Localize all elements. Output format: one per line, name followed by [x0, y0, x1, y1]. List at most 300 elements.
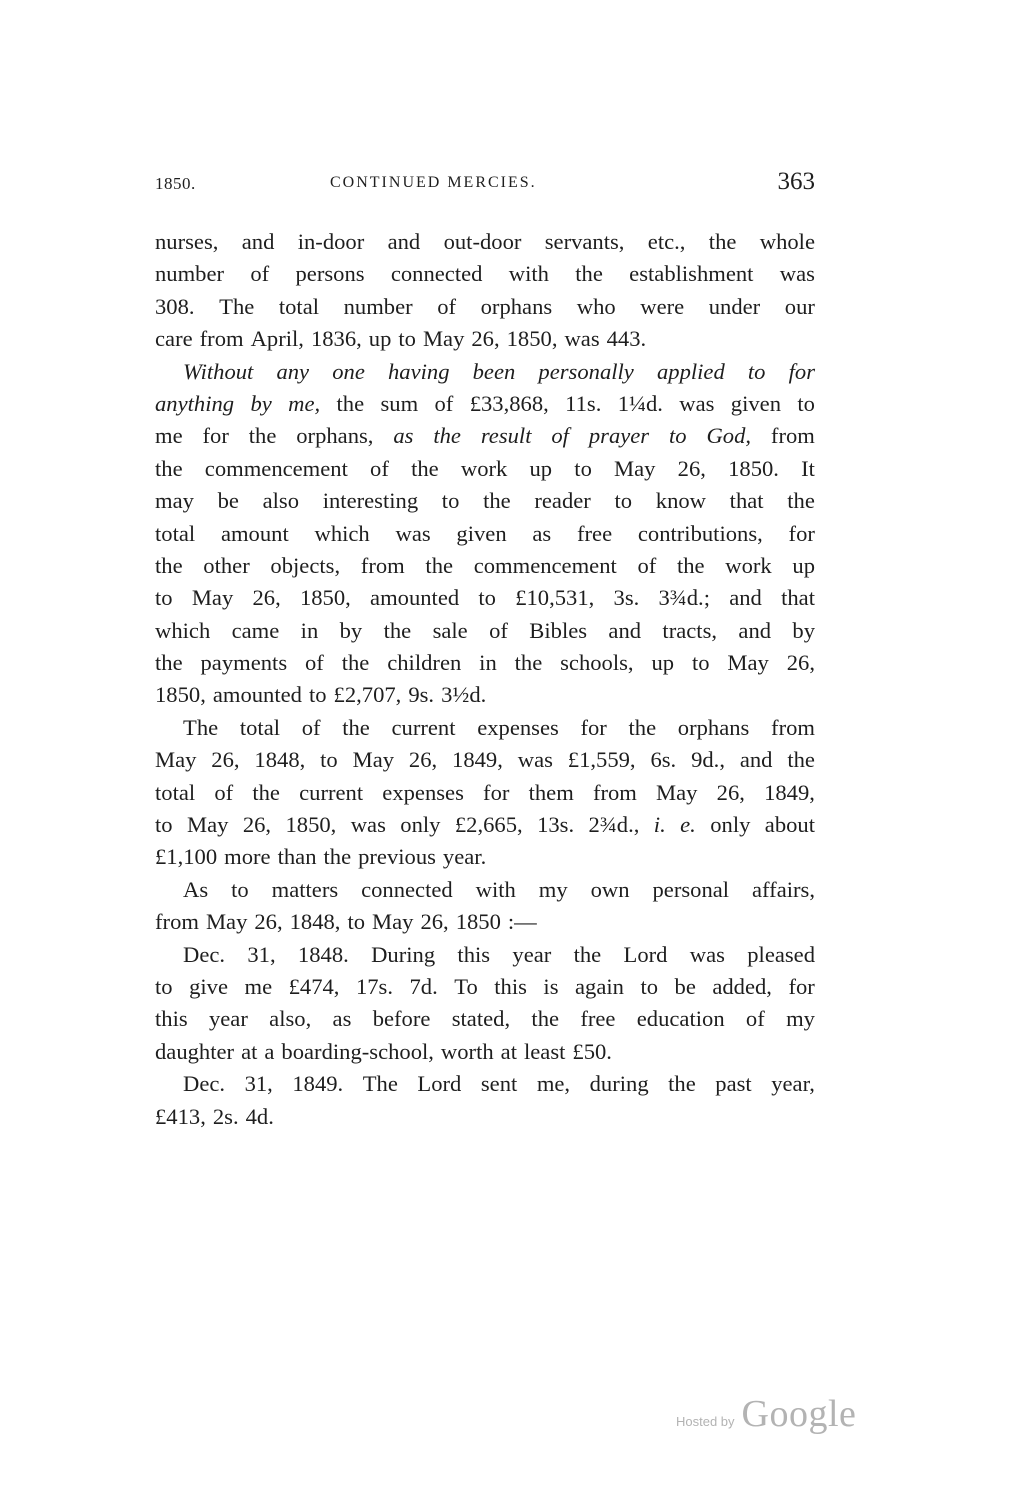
word: amounted	[212, 682, 302, 708]
word: than	[277, 844, 317, 870]
text-line	[155, 615, 815, 647]
word: of	[370, 455, 389, 481]
word: daughter	[155, 1038, 235, 1064]
word: to	[668, 423, 687, 449]
word: up	[529, 455, 553, 481]
word: any	[276, 358, 310, 384]
word: May	[186, 812, 229, 838]
word: from	[770, 423, 815, 449]
word: £50.	[572, 1038, 612, 1064]
word: up	[368, 326, 392, 352]
word: of	[489, 617, 508, 643]
word: and	[387, 229, 421, 254]
word: me,	[288, 390, 321, 416]
word: 9d.,	[691, 747, 725, 773]
word: 1836,	[310, 326, 362, 352]
word: also	[262, 488, 300, 514]
text-line	[155, 939, 815, 971]
word: 2¾d.,	[588, 812, 640, 838]
hosted-by-label: Hosted by	[676, 1414, 735, 1429]
word: May	[155, 747, 197, 773]
word: the	[336, 390, 365, 416]
word: commencement	[473, 552, 617, 578]
word: were	[640, 293, 685, 319]
running-header-year: 1850.	[155, 174, 196, 193]
word: £33,868,	[469, 390, 549, 416]
word: by	[792, 617, 815, 643]
page-number: 363	[777, 168, 815, 195]
word: total	[239, 714, 280, 740]
word: :—	[507, 909, 537, 935]
word: in-door	[297, 229, 365, 254]
word: to	[441, 488, 460, 514]
word: the	[483, 488, 511, 514]
hosted-by-google-watermark	[676, 1392, 886, 1442]
word: them	[528, 779, 574, 805]
text-line	[155, 291, 815, 323]
word: 1849,	[452, 747, 503, 773]
word: the	[575, 261, 603, 287]
text-line	[155, 744, 815, 776]
word: connected	[361, 876, 453, 902]
word: May	[614, 455, 656, 481]
text-line	[155, 906, 815, 938]
word: past	[715, 1071, 752, 1097]
word: as	[532, 520, 552, 546]
text-line	[155, 971, 815, 1003]
word: only	[710, 812, 751, 838]
text-line	[155, 582, 815, 614]
word: to	[320, 747, 338, 773]
word: the	[425, 552, 454, 578]
word: 1848,	[254, 747, 306, 773]
word: result	[480, 423, 532, 449]
word: i.	[653, 812, 666, 838]
text-line	[155, 679, 815, 711]
word: our	[784, 293, 815, 319]
word: pleased	[747, 941, 815, 967]
word: for	[483, 779, 510, 805]
word: this	[494, 973, 527, 999]
word: children	[387, 650, 462, 676]
word: know	[655, 488, 706, 514]
word: about	[764, 812, 815, 838]
word: 443.	[606, 326, 647, 352]
word: £1,100	[155, 844, 218, 870]
text-line	[155, 226, 815, 258]
word: 26,	[471, 326, 500, 352]
word: £474,	[288, 973, 340, 999]
word: the	[668, 1071, 696, 1097]
word: out-door	[443, 229, 522, 254]
word: the	[676, 552, 705, 578]
word: year	[512, 941, 552, 967]
text-line	[155, 777, 815, 809]
text-line	[155, 550, 815, 582]
word: The	[219, 293, 255, 319]
word: Bibles	[529, 617, 588, 643]
word: the	[514, 650, 543, 676]
word: by	[339, 617, 363, 643]
word: boarding-school,	[281, 1038, 434, 1064]
word: as	[332, 1006, 352, 1032]
word: number	[343, 293, 413, 319]
word: work	[460, 455, 508, 481]
word: of	[305, 650, 324, 676]
word: May	[205, 909, 248, 935]
text-line	[155, 518, 815, 550]
word: April,	[250, 326, 304, 352]
word: servants,	[544, 229, 625, 254]
google-logo: Google	[741, 1393, 857, 1435]
running-header	[155, 168, 815, 198]
word: having	[387, 358, 450, 384]
word: 4d.	[245, 1103, 274, 1129]
text-line	[155, 356, 815, 388]
word: 26,	[420, 909, 449, 935]
word: added,	[712, 973, 772, 999]
word: sum	[380, 390, 419, 416]
word: The	[362, 1071, 398, 1097]
word: my	[786, 1006, 815, 1032]
word: of	[437, 293, 457, 319]
word: to	[747, 358, 766, 384]
word: to	[155, 812, 173, 838]
word: 1¼d.	[617, 390, 663, 416]
word: was	[395, 520, 431, 546]
running-header-title: CONTINUED MERCIES.	[330, 174, 537, 191]
word: sale	[432, 617, 468, 643]
word: total	[155, 779, 196, 805]
word: be	[217, 488, 239, 514]
word: 26,	[211, 747, 240, 773]
word: in	[479, 650, 497, 676]
word: was	[350, 812, 386, 838]
word: the	[708, 229, 737, 254]
word: given	[456, 520, 507, 546]
word: me	[244, 973, 273, 999]
word: Lord	[417, 1071, 462, 1097]
word: 3¾d.;	[658, 585, 710, 611]
word: 17s.	[355, 973, 393, 999]
word: 31,	[244, 1071, 273, 1097]
word: which	[314, 520, 370, 546]
word: me,	[536, 1071, 571, 1097]
word: of	[434, 390, 454, 416]
word: 1850,	[506, 326, 558, 352]
word: which	[155, 617, 211, 643]
word: nurses,	[155, 229, 219, 254]
word: 1850,	[155, 682, 206, 708]
word: 1849.	[292, 1071, 344, 1097]
word: was	[679, 390, 715, 416]
word: was	[517, 747, 553, 773]
word: with	[508, 261, 549, 287]
word: to	[308, 682, 327, 708]
word: During	[371, 941, 436, 967]
word: 26,	[408, 747, 438, 773]
word: May	[422, 326, 465, 352]
word: 1850,	[299, 585, 351, 611]
word: 7d.	[409, 973, 438, 999]
word: 26,	[786, 650, 815, 676]
word: amounted	[370, 585, 460, 611]
word: the	[341, 650, 370, 676]
word: matters	[271, 876, 339, 902]
word: up	[651, 650, 675, 676]
word: The	[183, 714, 219, 740]
word: £413,	[155, 1103, 206, 1129]
word: me	[155, 423, 183, 449]
word: free	[580, 1006, 616, 1032]
word: that	[781, 585, 815, 611]
word: worth	[440, 1038, 494, 1064]
word: £2,707,	[333, 682, 402, 708]
word: also,	[269, 1006, 312, 1032]
word: personally	[538, 358, 634, 384]
word: 2s.	[212, 1103, 239, 1129]
word: the	[323, 844, 352, 870]
word: persons	[295, 261, 365, 287]
word: for	[788, 358, 815, 384]
word: and	[241, 229, 275, 254]
word: least	[523, 1038, 566, 1064]
word: stated,	[451, 1006, 511, 1032]
text-line	[155, 1101, 815, 1133]
word: the	[342, 714, 370, 740]
word: the	[155, 455, 183, 481]
word: to	[797, 390, 815, 416]
text-line	[155, 841, 815, 873]
text-line	[155, 809, 815, 841]
word: other	[203, 552, 250, 578]
word: was	[779, 261, 815, 287]
word: objects,	[270, 552, 341, 578]
word: and	[739, 747, 773, 773]
word: the	[411, 455, 439, 481]
word: orphans,	[296, 423, 374, 449]
word: £2,665,	[454, 812, 523, 838]
word: work	[725, 552, 772, 578]
word: It	[801, 455, 815, 481]
word: 26,	[677, 455, 706, 481]
word: to	[478, 585, 496, 611]
word: payments	[200, 650, 288, 676]
text-line	[155, 453, 815, 485]
word: in	[300, 617, 319, 643]
text-line	[155, 712, 815, 744]
text-line	[155, 258, 815, 290]
word: 13s.	[537, 812, 575, 838]
word: May	[656, 779, 698, 805]
word: e.	[680, 812, 696, 838]
word: to	[155, 973, 173, 999]
word: to	[691, 650, 710, 676]
word: for	[788, 520, 815, 546]
word: contributions,	[637, 520, 763, 546]
text-line	[155, 1036, 815, 1068]
word: To	[454, 973, 478, 999]
word: affairs,	[752, 876, 815, 902]
word: who	[576, 293, 616, 319]
word: number	[155, 261, 225, 287]
word: Dec.	[183, 1071, 226, 1097]
word: came	[231, 617, 280, 643]
word: up	[792, 552, 815, 578]
text-line	[155, 647, 815, 679]
word: amount	[220, 520, 289, 546]
word: from	[155, 909, 199, 935]
word: 31,	[247, 941, 276, 967]
text-line	[155, 1003, 815, 1035]
word: of	[301, 714, 321, 740]
word: establishment	[629, 261, 754, 287]
word: expenses	[382, 779, 464, 805]
word: give	[189, 973, 228, 999]
word: 1849,	[764, 779, 815, 805]
text-line	[155, 874, 815, 906]
word: to	[398, 326, 416, 352]
word: the	[531, 1006, 560, 1032]
word: tracts,	[662, 617, 718, 643]
word: was	[689, 941, 725, 967]
word: and	[608, 617, 642, 643]
word: the	[155, 552, 183, 578]
word: the	[433, 423, 461, 449]
word: personal	[652, 876, 730, 902]
word: with	[475, 876, 516, 902]
word: for	[788, 973, 815, 999]
word: as	[393, 423, 414, 449]
word: year,	[771, 1071, 815, 1097]
word: more	[224, 844, 271, 870]
word: of	[250, 261, 270, 287]
word: this	[457, 941, 491, 967]
word: 1850.	[728, 455, 779, 481]
word: my	[538, 876, 568, 902]
word: prayer	[588, 423, 650, 449]
word: free	[576, 520, 613, 546]
word: reader	[534, 488, 591, 514]
word: current	[391, 714, 456, 740]
word: before	[372, 1006, 431, 1032]
word: and	[729, 585, 762, 611]
word: is	[543, 973, 559, 999]
word: year	[208, 1006, 248, 1032]
word: the	[573, 941, 602, 967]
word: to	[574, 455, 592, 481]
word: interesting	[322, 488, 419, 514]
word: again	[575, 973, 624, 999]
word: at	[500, 1038, 517, 1064]
word: £10,531,	[515, 585, 595, 611]
word: was	[564, 326, 600, 352]
word: May	[352, 747, 395, 773]
word: etc.,	[647, 229, 686, 254]
word: orphans	[480, 293, 553, 319]
word: 26,	[716, 779, 745, 805]
word: a	[264, 1038, 275, 1064]
word: Lord	[623, 941, 668, 967]
word: year.	[442, 844, 487, 870]
word: for	[580, 714, 607, 740]
word: for	[202, 423, 229, 449]
word: commencement	[204, 455, 348, 481]
word: May	[727, 650, 769, 676]
word: May	[372, 909, 414, 935]
word: the	[628, 714, 657, 740]
text-line	[155, 420, 815, 452]
word: sent	[480, 1071, 518, 1097]
word: at	[241, 1038, 258, 1064]
word: from	[771, 714, 815, 740]
word: from	[199, 326, 244, 352]
word: Dec.	[183, 941, 226, 967]
word: 26,	[254, 909, 283, 935]
word: the	[787, 488, 815, 514]
word: God,	[706, 423, 752, 449]
word: 308.	[155, 293, 195, 319]
word: schools,	[560, 650, 634, 676]
word: 3s.	[613, 585, 640, 611]
word: that	[729, 488, 764, 514]
word: and	[738, 617, 772, 643]
word: to	[614, 488, 633, 514]
word: of	[637, 552, 657, 578]
word: care	[155, 326, 193, 352]
word: total	[278, 293, 320, 319]
word: to	[231, 876, 249, 902]
word: 3½d.	[441, 682, 487, 708]
word: connected	[390, 261, 483, 287]
word: 1850,	[285, 812, 337, 838]
word: to	[640, 973, 659, 999]
word: education	[636, 1006, 725, 1032]
body-text	[155, 226, 815, 1133]
word: given	[730, 390, 781, 416]
word: this	[155, 1006, 188, 1032]
word: only	[400, 812, 441, 838]
text-line	[155, 388, 815, 420]
word: by	[250, 390, 272, 416]
text-line	[155, 485, 815, 517]
word: the	[787, 747, 815, 773]
word: £1,559,	[567, 747, 636, 773]
word: one	[332, 358, 365, 384]
word: As	[183, 876, 209, 902]
word: of	[214, 779, 234, 805]
word: may	[155, 488, 194, 514]
text-line	[155, 1068, 815, 1100]
word: Without	[183, 358, 254, 384]
word: the	[383, 617, 412, 643]
word: 26,	[252, 585, 281, 611]
word: the	[252, 779, 280, 805]
word: total	[155, 520, 196, 546]
word: current	[299, 779, 364, 805]
word: of	[745, 1006, 765, 1032]
word: anything	[155, 390, 235, 416]
word: of	[551, 423, 569, 449]
word: the	[248, 423, 277, 449]
word: during	[589, 1071, 649, 1097]
word: from	[592, 779, 637, 805]
word: been	[472, 358, 516, 384]
word: orphans	[677, 714, 750, 740]
word: 26,	[242, 812, 272, 838]
word: 1848.	[297, 941, 349, 967]
word: own	[590, 876, 630, 902]
